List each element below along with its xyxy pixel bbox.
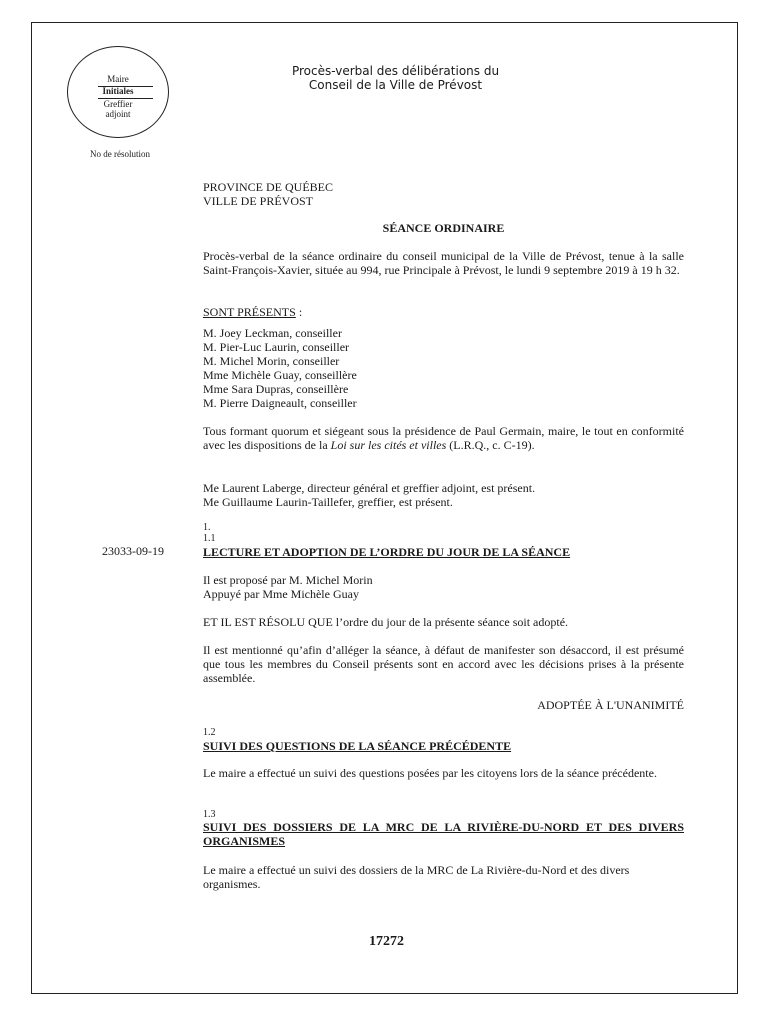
initials-seal bbox=[67, 46, 169, 138]
quorum-paragraph bbox=[203, 424, 684, 452]
resolution-number: 23033-09-19 bbox=[102, 544, 164, 558]
suivi-questions-paragraph: Le maire a effectué un suivi des questions posées par les citoyens lors de la séance précédente. bbox=[203, 766, 657, 780]
suivi-mrc-paragraph: Le maire a effectué un suivi des dossiers de la MRC de La Rivière-du-Nord et des divers organismes. bbox=[203, 863, 630, 891]
seal-initiales-label: Initiales bbox=[102, 86, 134, 96]
document-header-title bbox=[258, 64, 533, 92]
intro-paragraph: Procès-verbal de la séance ordinaire du conseil municipal de la Ville de Prévost, tenue à la salle Saint-François-Xavier, située au 994, rue Principale à Prévost, le lundi 9 septembre 2019 à 19 h 32. bbox=[203, 249, 684, 277]
province-label: PROVINCE DE QUÉBEC bbox=[203, 180, 334, 194]
note-paragraph: Il est mentionné qu’afin d’alléger la séance, à défaut de manifester son désaccord, il est présumé que tous les membres du Conseil présents sont en accord avec les décisions prises à la présente assemblée. bbox=[203, 643, 684, 685]
seconded-by: Appuyé par Mme Michèle Guay bbox=[203, 587, 359, 601]
staff-line-1: Me Laurent Laberge, directeur général et greffier adjoint, est présent. bbox=[203, 481, 536, 495]
section-heading-suivi-questions: SUIVI DES QUESTIONS DE LA SÉANCE PRÉCÉDENTE bbox=[203, 739, 512, 753]
section-heading-ordre-du-jour: LECTURE ET ADOPTION DE L’ORDRE DU JOUR DE LA SÉANCE bbox=[203, 545, 571, 559]
staff-line-2: Me Guillaume Laurin-Taillefer, greffier, est présent. bbox=[203, 495, 453, 509]
resolution-column-label: No de résolution bbox=[90, 149, 150, 159]
presents-heading bbox=[203, 305, 302, 319]
quorum-text-after: (L.R.Q., c. C-19). bbox=[446, 438, 535, 452]
list-item: M. Pier-Luc Laurin, conseiller bbox=[203, 340, 350, 354]
presents-heading-label: SONT PRÉSENTS bbox=[203, 305, 296, 319]
subsection-number: 1.1 bbox=[203, 533, 216, 544]
seal-greffier-text: Greffier bbox=[103, 99, 133, 109]
seal-adjoint-text: adjoint bbox=[105, 109, 131, 119]
header-title-line-2: Conseil de la Ville de Prévost bbox=[308, 78, 483, 92]
section-heading-suivi-mrc: SUIVI DES DOSSIERS DE LA MRC DE LA RIVIÈRE-DU-NORD ET DES DIVERS ORGANISMES bbox=[203, 820, 684, 848]
presents-list bbox=[203, 326, 357, 410]
section-number: 1. bbox=[203, 522, 211, 533]
seal-greffier-label bbox=[68, 99, 168, 119]
list-item: Mme Sara Dupras, conseillère bbox=[203, 382, 349, 396]
list-item: M. Joey Leckman, conseiller bbox=[203, 326, 342, 340]
header-title-line-1: Procès-verbal des délibérations du bbox=[291, 64, 500, 78]
seal-maire-label: Maire bbox=[107, 74, 129, 84]
presents-heading-suffix: : bbox=[295, 305, 303, 319]
list-item: Mme Michèle Guay, conseillère bbox=[203, 368, 357, 382]
subsection-number: 1.3 bbox=[203, 809, 216, 820]
list-item: M. Michel Morin, conseiller bbox=[203, 354, 340, 368]
list-item: M. Pierre Daigneault, conseiller bbox=[203, 396, 357, 410]
page-number: 17272 bbox=[369, 934, 404, 949]
resolution-text: ET IL EST RÉSOLU QUE l’ordre du jour de la présente séance soit adopté. bbox=[203, 615, 569, 629]
seance-title: SÉANCE ORDINAIRE bbox=[382, 221, 505, 235]
adopted-label: ADOPTÉE À L'UNANIMITÉ bbox=[537, 698, 684, 712]
quorum-text-before: Tous formant quorum et siégeant sous la présidence de Paul Germain, maire, le tout en conformité avec les dispositions de la bbox=[203, 424, 684, 452]
quorum-law-title: Loi sur les cités et villes bbox=[330, 438, 447, 452]
ville-label: VILLE DE PRÉVOST bbox=[203, 194, 313, 208]
proposed-by: Il est proposé par M. Michel Morin bbox=[203, 573, 373, 587]
subsection-number: 1.2 bbox=[203, 727, 216, 738]
